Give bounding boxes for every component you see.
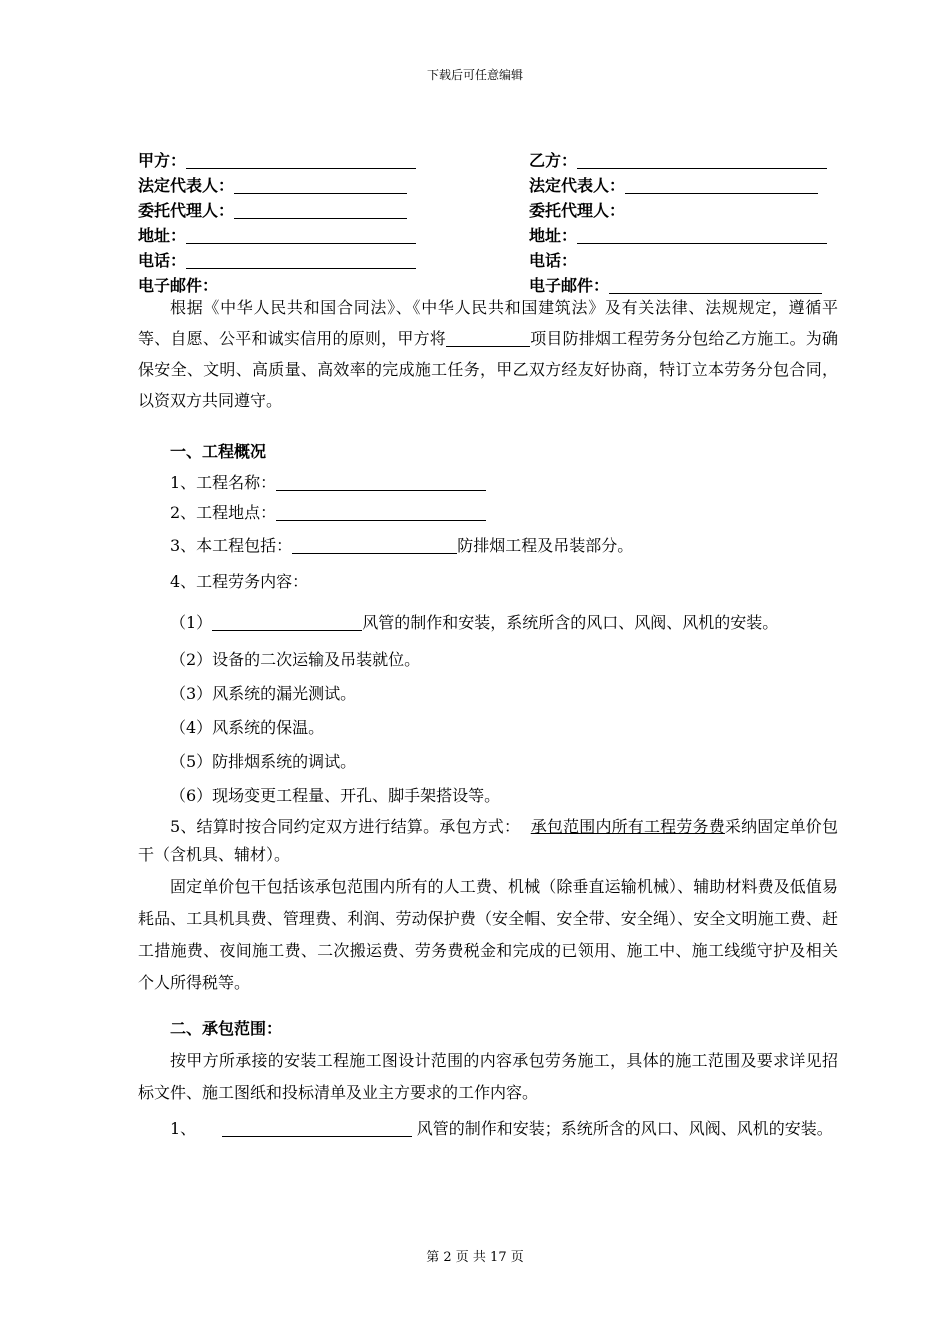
party-a-address-field: 地址：: [138, 223, 416, 246]
labor-item-4: （4）风系统的保温。: [170, 718, 325, 737]
page-footer: 第 2 页 共 17 页: [426, 1250, 524, 1265]
party-b-legal-rep-field: 法定代表人：: [529, 173, 818, 196]
settlement-clause: 5、结算时按合同约定双方进行结算。承包方式： 承包范围内所有工程劳务费采纳固定单价包干（含机具、辅材）。: [138, 817, 838, 864]
party-a-phone-field: 电话：: [138, 248, 416, 271]
party-a-legal-rep-field: 法定代表人：: [138, 173, 407, 196]
party-b-agent-field: 委托代理人：: [529, 201, 626, 220]
page-header: 下载后可任意编辑: [426, 68, 523, 82]
labor-item-1: （1） 风管的制作和安装，系统所含的风口、风阀、风机的安装。: [170, 613, 779, 632]
contract-body: [138, 292, 838, 1145]
party-b-email-field: 电子邮件：: [529, 273, 822, 296]
project-name-field: 1、工程名称：: [138, 468, 838, 498]
labor-item-2: （2）设备的二次运输及吊装就位。: [170, 650, 421, 669]
fixed-price-clause: 固定单价包干包括该承包范围内所有的人工费、机械（除垂直运输机械）、辅助材料费及低值易耗品、工具机具费、管理费、利润、劳动保护费（安全帽、安全带、安全绳）、安全文明施工费、赶工措施费、夜间施工费、二次搬运费、劳务费税金和完成的已领用、施工中、施工线缆守护及相关个人所得税等。: [138, 877, 838, 992]
party-a-agent-field: 委托代理人：: [138, 198, 407, 221]
labor-content-heading: 4、工程劳务内容：: [170, 572, 309, 591]
project-location-field: 2、工程地点：: [138, 498, 838, 528]
party-info-block: [138, 148, 838, 298]
section-2-title: 二、承包范围：: [170, 1019, 283, 1038]
party-b-phone-field: 电话：: [529, 251, 578, 270]
labor-item-5: （5）防排烟系统的调试。: [170, 752, 357, 771]
project-scope-field: 3、本工程包括： 防排烟工程及吊装部分。: [170, 536, 634, 555]
section-1-title: 一、工程概况: [170, 442, 267, 461]
labor-item-6: （6）现场变更工程量、开孔、脚手架搭设等。: [170, 786, 501, 805]
party-b-address-field: 地址：: [529, 223, 827, 246]
scope-item-1: 1、 风管的制作和安装；系统所含的风口、风阀、风机的安装。: [170, 1119, 833, 1138]
labor-item-3: （3）风系统的漏光测试。: [170, 684, 357, 703]
party-a-email-field: 电子邮件：: [138, 276, 219, 295]
scope-paragraph: 按甲方所承接的安装工程施工图设计范围的内容承包劳务施工，具体的施工范围及要求详见招标文件、施工图纸和投标清单及业主方要求的工作内容。: [138, 1051, 838, 1102]
party-b-field: 乙方：: [529, 148, 827, 171]
party-a-field: 甲方：: [138, 148, 416, 171]
intro-paragraph: 根据《中华人民共和国合同法》、《中华人民共和国建筑法》及有关法律、法规规定，遵循平等、自愿、公平和诚实信用的原则，甲方将 项目防排烟工程劳务分包给乙方施工。为确保安全、文明、高质量、高效率的完成施工任务，甲乙双方经友好协商，特订立本劳务分包合同，以资双方共同遵守。: [138, 298, 838, 410]
